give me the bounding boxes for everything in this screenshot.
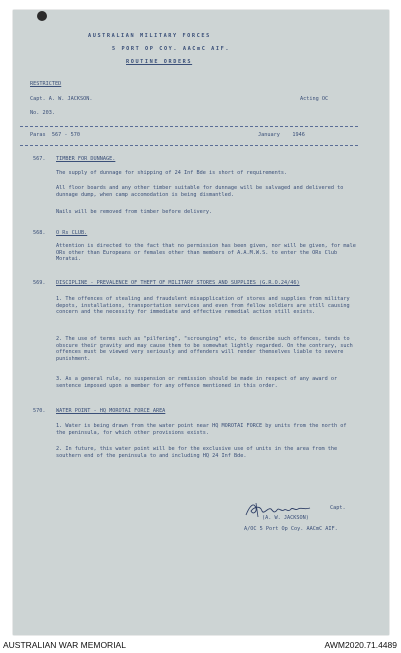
section-paragraph: 2. The use of terms such as "pilfering", "scrounging" etc, to describe such offences, tends to obscure their gravity and may cause them to be somewhat lightly regarded. On the contrary, such offences must be viewed very seriously and offenders will render themselves liable to severe punishment. [56, 336, 353, 362]
section-number: 568. [33, 230, 46, 236]
section-paragraph: All floor boards and any other timber suitable for dunnage will be salvaged and delivered to dunnage dump, when camp accomodation is being dismantled. [56, 185, 344, 198]
section-number: 570. [33, 408, 46, 414]
paras-range: Paras 567 - 570 [30, 132, 80, 138]
top-rule [20, 126, 358, 127]
restricted-label: RESTRICTED [30, 81, 62, 87]
author-role: Acting OC [300, 96, 329, 102]
order-date: January 1946 [258, 132, 305, 138]
section-title: TIMBER FOR DUNNAGE. [56, 156, 116, 162]
footer-accession: AWM2020.71.4489 [324, 640, 397, 650]
section-number: 567. [33, 156, 46, 162]
document-sheet [13, 10, 389, 635]
section-paragraph: The supply of dunnage for shipping of 24 Inf Bde is short of requirements. [56, 170, 288, 176]
header-title: AUSTRALIAN MILITARY FORCES [88, 33, 211, 39]
punch-hole [37, 11, 47, 21]
author-name: Capt. A. W. JACKSON. [30, 96, 93, 102]
section-paragraph: 2. In future, this water point will be for the exclusive use of units in the area from the southern end of the peninsula to and including HQ 24 Inf Bde. [56, 446, 338, 459]
signature-name: (A. W. JACKSON) [262, 515, 309, 521]
section-paragraph: 3. As a general rule, no suspension or remission should be made in respect of any award or sentence imposed upon a member for any offence mentioned in this order. [56, 376, 338, 389]
section-title: O Rs CLUB. [56, 230, 88, 236]
signature-unit: A/OC 5 Port Op Coy. AACmC AIF. [244, 526, 338, 532]
section-title: DISCIPLINE - PREVALENCE OF THEFT OF MILITARY STORES AND SUPPLIES (G.R.O.24/46) [56, 280, 300, 286]
mid-rule [20, 145, 358, 146]
section-paragraph: Nails will be removed from timber before delivery. [56, 209, 213, 215]
footer-source: AUSTRALIAN WAR MEMORIAL [3, 640, 126, 650]
signature-rank: Capt. [330, 505, 346, 511]
order-number: No. 203. [30, 110, 55, 116]
section-number: 569. [33, 280, 46, 286]
section-paragraph: 1. The offences of stealing and fraudulent misapplication of stores and supplies from military depots, installations, transportation services and even from fellow soldiers are still causing concern and the necessity for immediate and effective remedial action still exists. [56, 296, 350, 316]
section-title: WATER POINT - HQ MOROTAI FORCE AREA [56, 408, 166, 414]
section-paragraph: 1. Water is being drawn from the water point near HQ MOROTAI FORCE by units from the north of the peninsula, for which other provisions exists. [56, 423, 347, 436]
header-orders: ROUTINE ORDERS [126, 59, 193, 65]
section-paragraph: Attention is directed to the fact that no permission has been given, nor will be given, for male ORs other than Europeans or females other than members of A.A.M.W.S. to enter the ORs Club Moratai. [56, 243, 356, 263]
header-unit: 5 PORT OP COY. AACmC AIF. [112, 46, 231, 52]
